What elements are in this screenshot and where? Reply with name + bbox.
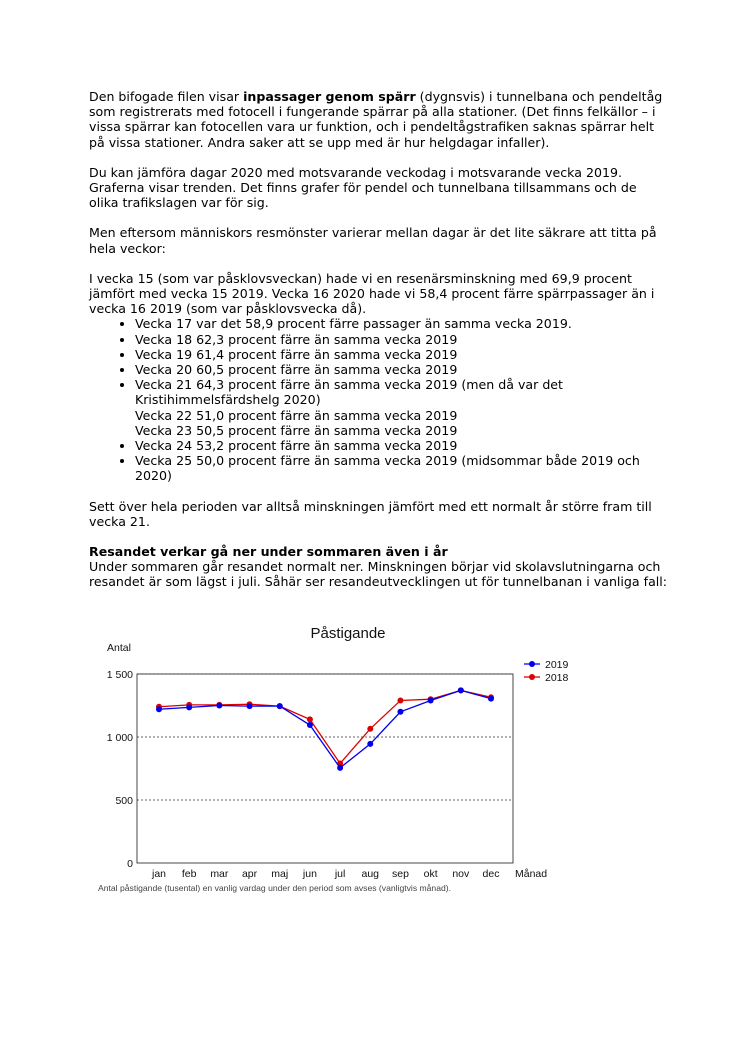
data-point-2019 bbox=[307, 722, 313, 728]
legend-label: 2018 bbox=[545, 672, 569, 684]
paragraph-summary: Sett över hela perioden var alltså minskningen jämfört med ett normalt år större fram till vecka 21. bbox=[89, 498, 652, 529]
weeks-list-item: • Vecka 17 var det 58,9 procent färre passager än samma vecka 2019. bbox=[135, 316, 669, 331]
y-tick-label: 1 500 bbox=[106, 669, 133, 681]
x-axis-label: Månad bbox=[515, 868, 548, 880]
emphasis-inpassager: inpassager genom spärr bbox=[243, 89, 416, 104]
y-tick-label: 1 000 bbox=[106, 732, 133, 744]
data-point-2019 bbox=[397, 709, 403, 715]
data-point-2019 bbox=[337, 765, 343, 771]
x-tick-label: okt bbox=[423, 868, 438, 880]
paragraph-intro: Den bifogade filen visar inpassager genom spärr (dygnsvis) i tunnelbana och pendeltåg som registrerats med fotocell i fungerande spärrar på alla stationer. (Det finns felkällor – i vissa spärrar kan fotocellen vara ur funktion, och i pendeltågstrafiken saknas spärrar helt på vissa stationer. Andra saker att se upp med är hur helgdagar infaller). bbox=[89, 89, 663, 150]
legend-marker-2018 bbox=[529, 674, 535, 680]
data-point-2019 bbox=[216, 703, 222, 709]
x-tick-label: dec bbox=[482, 868, 500, 880]
weeks-list-item: • Vecka 24 53,2 procent färre än samma vecka 2019 bbox=[135, 438, 669, 453]
x-tick-label: feb bbox=[181, 868, 197, 880]
weeks-list bbox=[89, 316, 669, 483]
x-tick-label: nov bbox=[452, 868, 470, 880]
legend-label: 2019 bbox=[545, 659, 569, 671]
data-point-2018 bbox=[397, 697, 403, 703]
paragraph-compare: Du kan jämföra dagar 2020 med motsvarande veckodag i motsvarande vecka 2019. Graferna visar trenden. Det finns grafer för pendel och tunnelbana tillsammans och de olika trafikslagen var för sig. bbox=[89, 164, 637, 211]
weeks-list-item: Vecka 23 50,5 procent färre än samma vecka 2019 bbox=[135, 422, 458, 438]
paragraph-week15-16: I vecka 15 (som var påsklovsveckan) hade vi en resenärsminskning med 69,9 procent jämfört med vecka 15 2019. Vecka 16 2020 hade vi 58,4 procent färre spärrpassager än i vecka 16 2019 (som var påsklovsvecka då). bbox=[89, 270, 655, 317]
y-tick-label: 500 bbox=[115, 795, 133, 807]
y-axis-label: Antal bbox=[107, 642, 131, 654]
x-tick-label: apr bbox=[241, 868, 258, 880]
data-point-2019 bbox=[156, 706, 162, 712]
data-point-2019 bbox=[367, 741, 373, 747]
section-heading: Resandet verkar gå ner under sommaren även i år bbox=[89, 544, 448, 560]
legend-marker-2019 bbox=[529, 661, 535, 667]
weeks-list-item: • Vecka 19 61,4 procent färre än samma vecka 2019 bbox=[135, 347, 669, 362]
x-tick-label: sep bbox=[391, 868, 409, 880]
weeks-list-item: • Vecka 20 60,5 procent färre än samma vecka 2019 bbox=[135, 362, 669, 377]
chart-pastigande bbox=[92, 618, 569, 903]
data-point-2019 bbox=[247, 703, 253, 709]
paragraph-summer: Under sommaren går resandet normalt ner. Minskningen börjar vid skolavslutningarna och resandet är som lägst i juli. Såhär ser resandeutvecklingen ut för tunnelbanan i vanliga fall: bbox=[89, 559, 668, 590]
data-point-2018 bbox=[367, 726, 373, 732]
data-point-2019 bbox=[428, 697, 434, 703]
data-point-2019 bbox=[186, 704, 192, 710]
weeks-list-item: • Vecka 18 62,3 procent färre än samma vecka 2019 bbox=[135, 332, 669, 347]
data-point-2018 bbox=[307, 716, 313, 722]
data-point-2019 bbox=[458, 687, 464, 693]
x-tick-label: jan bbox=[151, 868, 167, 880]
x-tick-label: jul bbox=[334, 868, 346, 880]
chart-title: Påstigande bbox=[310, 625, 386, 642]
plot-frame bbox=[137, 674, 513, 863]
weeks-list-item: • Vecka 25 50,0 procent färre än samma vecka 2019 (midsommar både 2019 och 2020) bbox=[135, 453, 669, 483]
paragraph-weeks-intro: Men eftersom människors resmönster varierar mellan dagar är det lite säkrare att titta på hela veckor: bbox=[89, 225, 657, 256]
y-tick-label: 0 bbox=[127, 858, 133, 870]
weeks-list-item: Vecka 22 51,0 procent färre än samma vecka 2019 bbox=[135, 407, 458, 423]
chart-caption: Antal påstigande (tusental) en vanlig vardag under den period som avses (vanligtvis månad). bbox=[98, 883, 452, 893]
x-tick-label: aug bbox=[361, 868, 380, 880]
weeks-list-item: • Vecka 21 64,3 procent färre än samma vecka 2019 (men då var det Kristihimmelsfärdshelg 2020) bbox=[135, 377, 669, 407]
series-line-2019 bbox=[159, 690, 491, 767]
x-tick-label: maj bbox=[271, 868, 289, 880]
data-point-2019 bbox=[277, 703, 283, 709]
series-line-2018 bbox=[159, 690, 491, 763]
line-chart bbox=[92, 618, 569, 903]
x-tick-label: jun bbox=[302, 868, 317, 880]
document-body bbox=[89, 89, 669, 605]
data-point-2019 bbox=[488, 696, 494, 702]
x-tick-label: mar bbox=[210, 868, 229, 880]
